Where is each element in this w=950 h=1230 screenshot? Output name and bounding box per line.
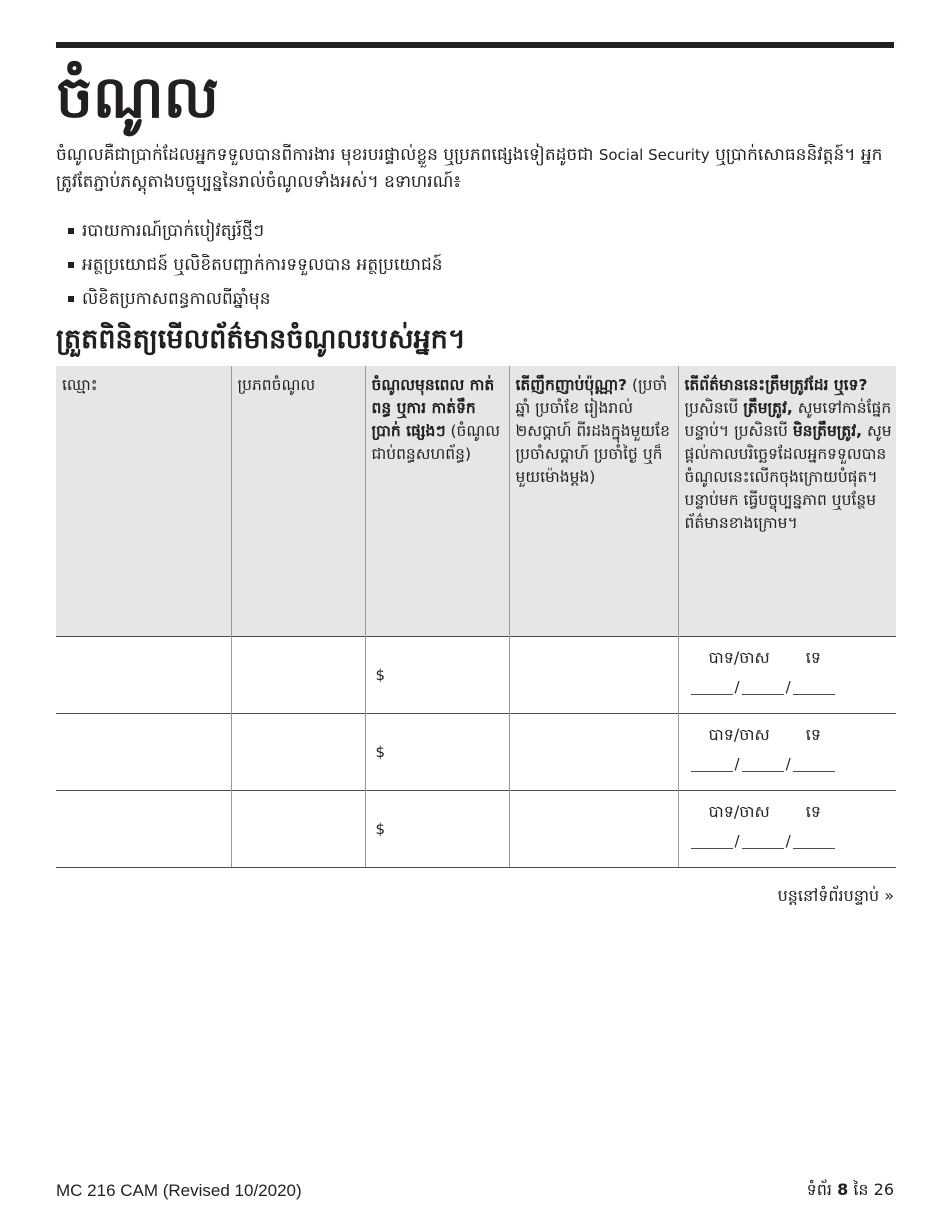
table-header-row	[56, 366, 896, 636]
date-field[interactable]	[689, 756, 887, 772]
of-word: នៃ	[853, 1180, 869, 1199]
date-field[interactable]	[689, 833, 887, 849]
list-item	[68, 248, 443, 282]
income-table	[56, 366, 896, 868]
date-year-blank[interactable]	[793, 837, 835, 849]
header-amount-bold: ចំណូលមុនពេល កាត់ពន្ធ ឬការ កាត់ទឹកប្រាក់ ផ្សេងៗ	[371, 376, 495, 440]
yes-option[interactable]: បាទ/ចាស	[708, 724, 770, 744]
top-rule	[56, 42, 894, 48]
correct-cell	[678, 636, 896, 713]
header-name: ឈ្មោះ	[56, 366, 231, 636]
date-month-blank[interactable]	[691, 760, 733, 772]
page-title: ចំណូល	[56, 63, 219, 131]
income-type-cell[interactable]	[231, 790, 365, 867]
form-id: MC 216 CAM (Revised 10/2020)	[56, 1181, 302, 1200]
header-correct-text: សូមផ្តល់កាលបរិច្ឆេទដែលអ្នកទទួលបានចំណូលនេះលើកចុងក្រោយបំផុត។ បន្ទាប់មក ធ្វើបច្ចុប្បន្នភាព ឬបន្ថែមព័ត៌មានខាងក្រោម។	[684, 422, 892, 532]
date-month-blank[interactable]	[691, 837, 733, 849]
no-option[interactable]: ទេ	[805, 801, 821, 821]
frequency-cell[interactable]	[509, 790, 678, 867]
header-amount-note: (ចំណូលជាប់ពន្ធសហព័ន្ធ)	[371, 422, 501, 463]
date-day-blank[interactable]	[742, 837, 784, 849]
section-title: ត្រួតពិនិត្យមើលព័ត៌មានចំណូលរបស់អ្នក។	[56, 324, 466, 355]
date-separator: /	[785, 831, 791, 850]
date-day-blank[interactable]	[742, 760, 784, 772]
total-pages: 26	[873, 1180, 894, 1199]
amount-cell[interactable]	[365, 790, 509, 867]
income-type-cell[interactable]	[231, 713, 365, 790]
amount-cell[interactable]	[365, 713, 509, 790]
current-page: 8	[837, 1180, 849, 1199]
intro-text-2: ឬប្រាក់សោធននិវត្តន៍។ អ្នកត្រូវតែភ្ជាប់ភស្តុតាងបច្ចុប្បន្ននៃរាល់ចំណូលទាំងអស់។ ឧទាហរណ៍៖	[56, 145, 883, 192]
list-item	[68, 214, 443, 248]
header-correct-yes: ត្រឹមត្រូវ,	[743, 399, 793, 417]
date-separator: /	[734, 677, 740, 696]
header-frequency-bold: តើញឹកញាប់ប៉ុណ្ណា?	[515, 376, 628, 394]
header-correct-text: សូមទៅកាន់ផ្នែកបន្ទាប់។ ប្រសិនបើ	[684, 399, 892, 440]
yes-option[interactable]: បាទ/ចាស	[708, 647, 770, 667]
name-cell[interactable]	[56, 636, 231, 713]
yes-option[interactable]: បាទ/ចាស	[708, 801, 770, 821]
dollar-sign: $	[375, 665, 386, 684]
header-frequency	[509, 366, 678, 636]
list-item-text: លិខិតប្រកាសពន្ធកាលពីឆ្នាំមុន	[82, 289, 271, 309]
date-field[interactable]	[689, 679, 887, 695]
intro-text-1: ចំណូលគឺជាប្រាក់ដែលអ្នកទទួលបានពីការងារ មុខរបរផ្ទាល់ខ្លួន ឬប្រភពផ្សេងទៀតដូចជា	[56, 145, 599, 165]
header-correct-no: មិនត្រឹមត្រូវ,	[792, 422, 863, 440]
header-income-type: ប្រភពចំណូល	[231, 366, 365, 636]
header-correct-question: តើព័ត៌មាននេះត្រឹមត្រូវដែរ ឬទេ?	[684, 376, 868, 394]
date-year-blank[interactable]	[793, 760, 835, 772]
date-separator: /	[785, 677, 791, 696]
frequency-cell[interactable]	[509, 636, 678, 713]
correct-cell	[678, 713, 896, 790]
dollar-sign: $	[375, 819, 386, 838]
amount-cell[interactable]	[365, 636, 509, 713]
table-row	[56, 790, 896, 867]
intro-social-security: Social Security	[598, 146, 710, 164]
name-cell[interactable]	[56, 713, 231, 790]
no-option[interactable]: ទេ	[805, 724, 821, 744]
header-correct	[678, 366, 896, 636]
no-option[interactable]: ទេ	[805, 647, 821, 667]
bullet-square-icon	[68, 228, 74, 234]
bullet-square-icon	[68, 262, 74, 268]
date-month-blank[interactable]	[691, 683, 733, 695]
header-amount	[365, 366, 509, 636]
list-item	[68, 282, 443, 316]
date-separator: /	[734, 754, 740, 773]
date-day-blank[interactable]	[742, 683, 784, 695]
list-item-text: អត្ថប្រយោជន៍ ឬលិខិតបញ្ជាក់ការទទួលបាន អត្ថប្រយោជន៍	[82, 255, 443, 275]
table-row	[56, 636, 896, 713]
header-frequency-note: (ប្រចាំឆ្នាំ ប្រចាំខែ រៀងរាល់ ២សប្តាហ៍ ពីរដងក្នុងមួយខែ ប្រចាំសប្តាហ៍ ប្រចាំថ្ងៃ ឬក៏មួយម៉ោងម្តង)	[515, 376, 670, 486]
dollar-sign: $	[375, 742, 386, 761]
frequency-cell[interactable]	[509, 713, 678, 790]
examples-list	[68, 214, 443, 316]
correct-cell	[678, 790, 896, 867]
table-row	[56, 713, 896, 790]
name-cell[interactable]	[56, 790, 231, 867]
income-type-cell[interactable]	[231, 636, 365, 713]
list-item-text: របាយការណ៍ប្រាក់បៀវត្សរ៍ថ្មីៗ	[82, 221, 265, 241]
intro-paragraph	[56, 142, 896, 196]
continue-next-page: បន្តនៅទំព័របន្ទាប់ »	[777, 886, 894, 905]
date-year-blank[interactable]	[793, 683, 835, 695]
page-word: ទំព័រ	[806, 1180, 832, 1199]
header-correct-text: ប្រសិនបើ	[684, 399, 744, 417]
date-separator: /	[785, 754, 791, 773]
date-separator: /	[734, 831, 740, 850]
page-number	[807, 1178, 894, 1202]
bullet-square-icon	[68, 296, 74, 302]
